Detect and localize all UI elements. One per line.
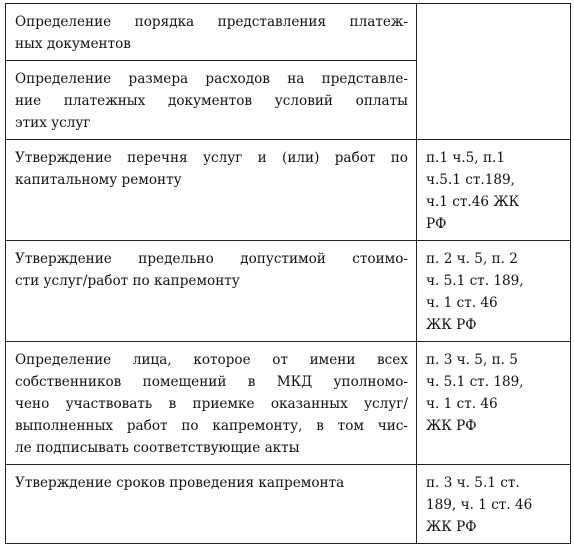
description-line: Определение лица, которое от имени всех [15,352,408,368]
table-row [6,342,571,465]
description-line: Определение размера расходов на представле- [15,71,408,87]
reference-line: ЖК РФ [426,317,477,333]
reference-line: ч. 1 ст. 46 [426,295,498,311]
requirements-table [5,3,571,544]
reference-line: п. 3 ч. 5, п. 5 [426,352,518,368]
reference-line: п. 3 ч. 5.1 ст. [426,475,520,491]
reference-line: ЖК РФ [426,418,477,434]
reference-line: 189, ч. 1 ст. 46 [426,497,533,513]
description-cell [6,61,417,140]
reference-line: РФ [426,216,447,232]
reference-cell [417,241,571,342]
description-line: Утверждение перечня услуг и (или) работ по [15,150,408,166]
table-row [6,4,571,61]
reference-line: п.1 ч.5, п.1 [426,150,505,166]
reference-line: ч. 5.1 ст. 189, [426,374,524,390]
reference-line: ЖК РФ [426,519,477,535]
description-line: ле подписывать соответствующие акты [15,440,300,456]
description-cell [6,4,417,61]
description-line: сти услуг/работ по капремонту [15,273,240,289]
reference-cell [417,465,571,544]
description-line: Определение порядка представления платеж- [15,14,408,30]
description-line: выполненных работ по капремонту, в том чис- [15,418,408,434]
description-line: этих услуг [15,115,91,131]
reference-line: ч.1 ст.46 ЖК [426,194,520,210]
description-line: капитальному ремонту [15,172,182,188]
reference-line: п. 2 ч. 5, п. 2 [426,251,518,267]
description-cell [6,342,417,465]
description-cell [6,465,417,544]
description-line: Утверждение предельно допустимой стоимо- [15,251,408,267]
description-line: ние платежных документов условий оплаты [15,93,408,109]
table-row [6,465,571,544]
description-cell [6,241,417,342]
table-row [6,241,571,342]
description-line: Утверждение сроков проведения капремонта [15,475,345,491]
description-line: ных документов [15,36,131,52]
table-row [6,140,571,241]
reference-line: ч. 1 ст. 46 [426,396,498,412]
reference-cell [417,342,571,465]
description-cell [6,140,417,241]
description-line: чено участвовать в приемке оказанных услуг/ [15,396,408,412]
description-line: собственников помещений в МКД уполномо- [15,374,408,390]
reference-line: ч. 5.1 ст. 189, [426,273,524,289]
reference-cell [417,4,571,140]
reference-line: ч.5.1 ст.189, [426,172,515,188]
reference-cell [417,140,571,241]
